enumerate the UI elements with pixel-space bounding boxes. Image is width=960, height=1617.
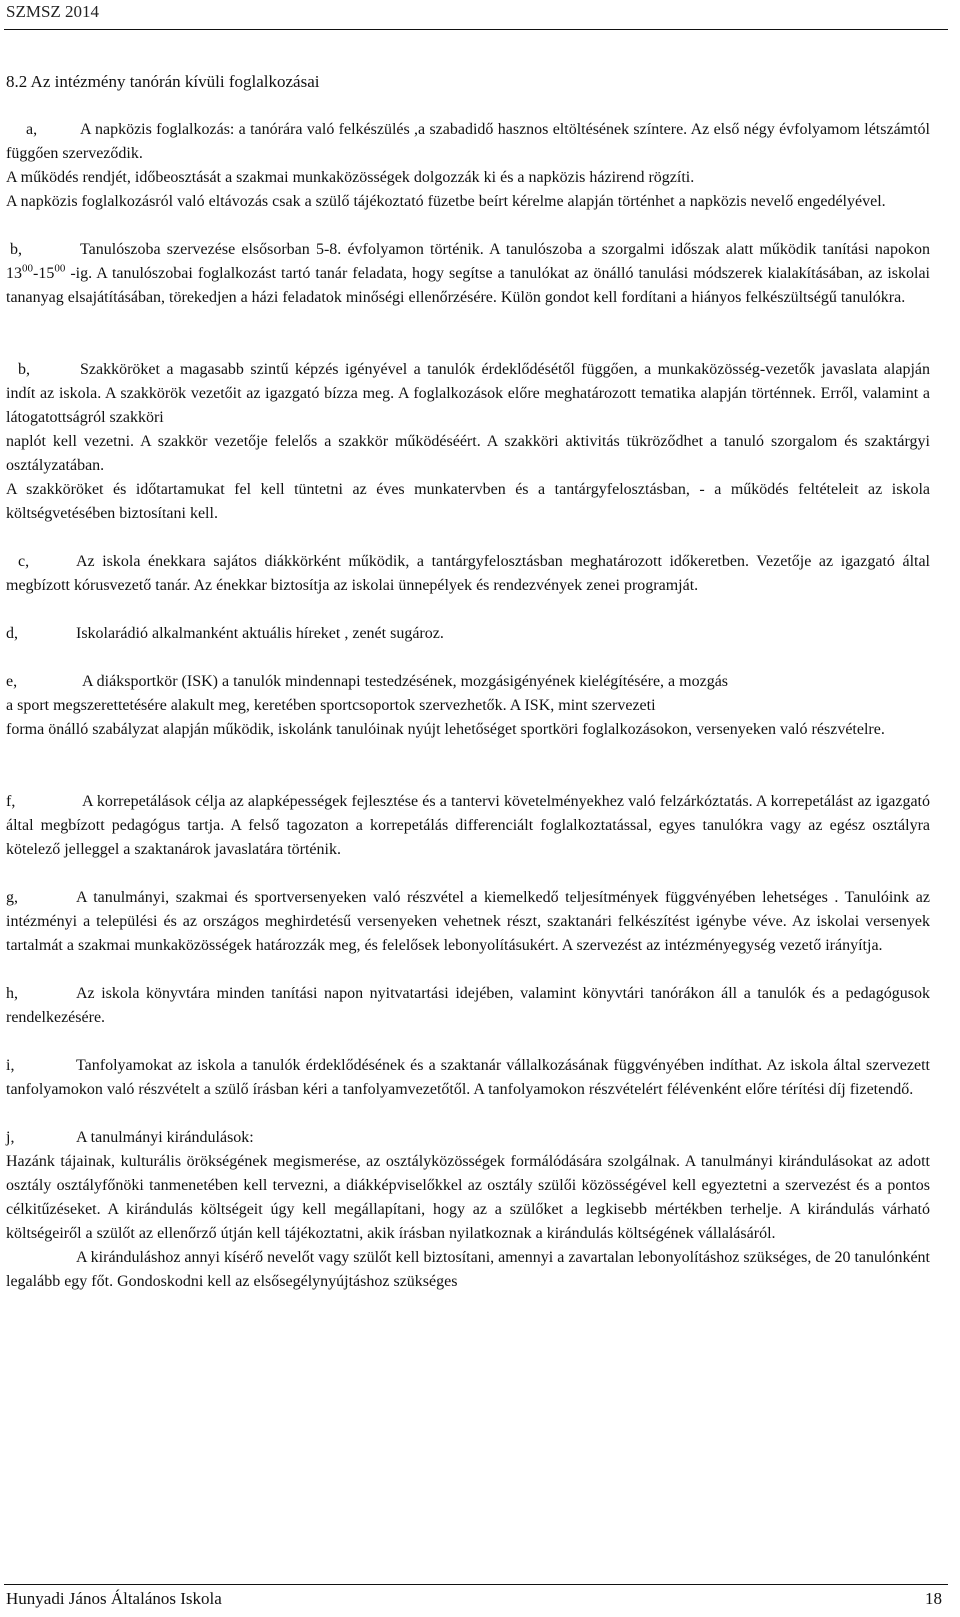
para-c [6, 550, 930, 598]
section-title: 8.2 Az intézmény tanórán kívüli foglalkozásai [6, 72, 320, 91]
para-b1-sup2: 00 [54, 262, 66, 275]
para-b1-text-pre: Tanulószoba szervezése elsősorban 5-8. évfolyamon történik. A tanulószoba a szorgalmi időszak alatt működik tanítási napokon 13 [6, 241, 930, 282]
para-b2-text3: A szakköröket és időtartamukat fel kell tüntetni az éves munkatervben és a tantárgyfelosztásban, - a működés feltételeit az iskola költségvetésében biztosítani kell. [6, 481, 930, 522]
para-b2-label: b, [18, 361, 30, 378]
header-rule [4, 29, 948, 30]
para-b1-sup1: 00 [22, 262, 33, 275]
para-b2-text: Szakköröket a magasabb szintű képzés igényével a tanulók érdeklődésétől függően, a munkaközösség-vezetők javaslata alapján indít az iskola. A szakkörök vezetőit az igazgató bízza meg. A foglalkozások előre meghatározott tematika alapján történnek. Erről, valamint a látogatottságról szakköri [6, 361, 930, 426]
para-f [6, 790, 930, 862]
para-h [6, 982, 930, 1030]
para-e-text2: a sport megszerettetésére alakult meg, keretében sportcsoportok szervezhetők. A ISK, mint szervezeti [6, 697, 656, 714]
para-a-line2: A működés rendjét, időbeosztását a szakmai munkaközösségek dolgozzák ki és a napközis házirend rögzíti. [6, 169, 695, 186]
para-d [6, 622, 930, 646]
para-d-label: d, [6, 625, 18, 642]
document-body [6, 118, 930, 1294]
para-e-label: e, [6, 673, 18, 690]
para-b1-mid: -15 [33, 265, 55, 282]
para-j-heading-text: A tanulmányi kirándulások: [76, 1129, 254, 1146]
para-a-label: a, [26, 121, 38, 138]
para-e [6, 670, 930, 694]
para-g-label: g, [6, 889, 18, 906]
para-h-label: h, [6, 985, 18, 1002]
footer-school-name: Hunyadi János Általános Iskola [6, 1589, 222, 1608]
para-c-text: Az iskola énekkara sajátos diákkörként működik, a tantárgyfelosztásban meghatározott időkeretben. Vezetője az igazgató által megbízott kórusvezető tanár. Az énekkar biztosítja az iskolai ünnepélyek és rendezvények zenei programját. [6, 553, 930, 594]
para-a [6, 118, 930, 166]
para-b2 [6, 358, 930, 430]
para-f-label: f, [6, 793, 16, 810]
para-a-line1: A napközis foglalkozás: a tanórára való felkészülés ,a szabadidő hasznos eltöltésének színtere. Az első négy évfolyamom létszámtól függően szerveződik. [6, 121, 930, 162]
para-f-text: A korrepetálások célja az alapképességek fejlesztése és a tantervi követelményekhez való felzárkóztatás. A korrepetálást az igazgató által megbízott pedagógus tartja. A felső tagozaton a korrepetálás differenciált foglalkoztatással, egyes tanulókra vagy az egész osztályra kötelező jelleggel a szaktanárok javaslatára történik. [6, 793, 930, 858]
para-c-label: c, [18, 553, 30, 570]
para-a-line3: A napközis foglalkozásról való eltávozás csak a szülő tájékoztató füzetbe beírt kérelme alapján történhet a napközis nevelő engedélyével. [6, 193, 886, 210]
header-title: SZMSZ 2014 [6, 2, 100, 21]
para-b1-label: b, [10, 241, 22, 258]
para-g [6, 886, 930, 958]
para-h-text: Az iskola könyvtára minden tanítási napon nyitvatartási idejében, valamint könyvtári tanórákon áll a tanulók és a pedagógusok rendelkezésére. [6, 985, 930, 1026]
para-i [6, 1054, 930, 1102]
para-e-text3: forma önálló szabályzat alapján működik, iskolánk tanulóinak nyújt lehetőséget sportköri foglalkozásokon, versenyeken való részvételre. [6, 721, 885, 738]
para-g-text: A tanulmányi, szakmai és sportversenyeken való részvétel a kiemelkedő teljesítmények függvényében lehetséges . Tanulóink az intézményi a települési és az országos meghirdetésű versenyeken vehetnek részt, szaktanári felkészítést igénybe véve. Az iskolai versenyek tartalmát a szakmai munkaközösségek határozzák meg, és felelősek lebonyolításukért. A szervezést az intézményegység vezető irányítja. [6, 889, 930, 954]
para-j-text: Hazánk tájainak, kulturális örökségének megismerése, az osztályközösségek formálódására szolgálnak. A tanulmányi kirándulásokat az adott osztály osztályfőnöki tanmenetében kell tervezni, a diákképviselőkkel az osztály szülői közösségével kell egyeztetni a szervezést és a pontos célkitűzéseket. A kirándulás költségeit úgy kell megállapítani, hogy az a szülőket a legkisebb mértékben terhelje. A kirándulás várható költségeiről a szülőt az ellenőrző útján kell tájékoztatni, akik írásban nyilatkoznak a kirándulás költségének vállalásáról. [6, 1153, 930, 1242]
para-i-text: Tanfolyamokat az iskola a tanulók érdeklődésének és a szaktanár vállalkozásának függvényében indíthat. Az iskola által szervezett tanfolyamokon való részvételt a szülő írásban kéri a tanfolyamvezetőtől. A tanfolyamokon részvételért félévenként előre térítési díj fizetendő. [6, 1057, 930, 1098]
para-i-label: i, [6, 1057, 15, 1074]
footer-rule [4, 1584, 948, 1585]
para-j-text2: A kiránduláshoz annyi kísérő nevelőt vagy szülőt kell biztosítani, amennyi a zavartalan lebonyolításhoz szükséges, de 20 tanulónként legalább egy főt. Gondoskodni kell az elsősegélynyújtáshoz szükséges [6, 1249, 930, 1290]
footer-page-number: 18 [925, 1589, 942, 1608]
para-j-heading [6, 1126, 930, 1150]
para-d-text: Iskolarádió alkalmanként aktuális híreket , zenét sugároz. [76, 625, 444, 642]
para-b1-text-post: -ig. A tanulószobai foglalkozást tartó tanár feladata, hogy segítse a tanulókat az önálló tanulási módszerek kialakításában, az iskolai tananyag elsajátításában, törekedjen a házi feladatok minőségi ellenőrzésére. Külön gondot kell fordítani a hiányos felkészültségű tanulókra. [6, 265, 930, 306]
para-b1 [6, 238, 930, 310]
para-j-label: j, [6, 1129, 15, 1146]
para-e-text: A diáksportkör (ISK) a tanulók mindennapi testedzésének, mozgásigényének kielégítésére, a mozgás [82, 673, 729, 690]
para-b2-text2: naplót kell vezetni. A szakkör vezetője felelős a szakkör működéséért. A szakköri aktivitás tükröződhet a tanuló szorgalom és szaktárgyi osztályzatában. [6, 433, 930, 474]
